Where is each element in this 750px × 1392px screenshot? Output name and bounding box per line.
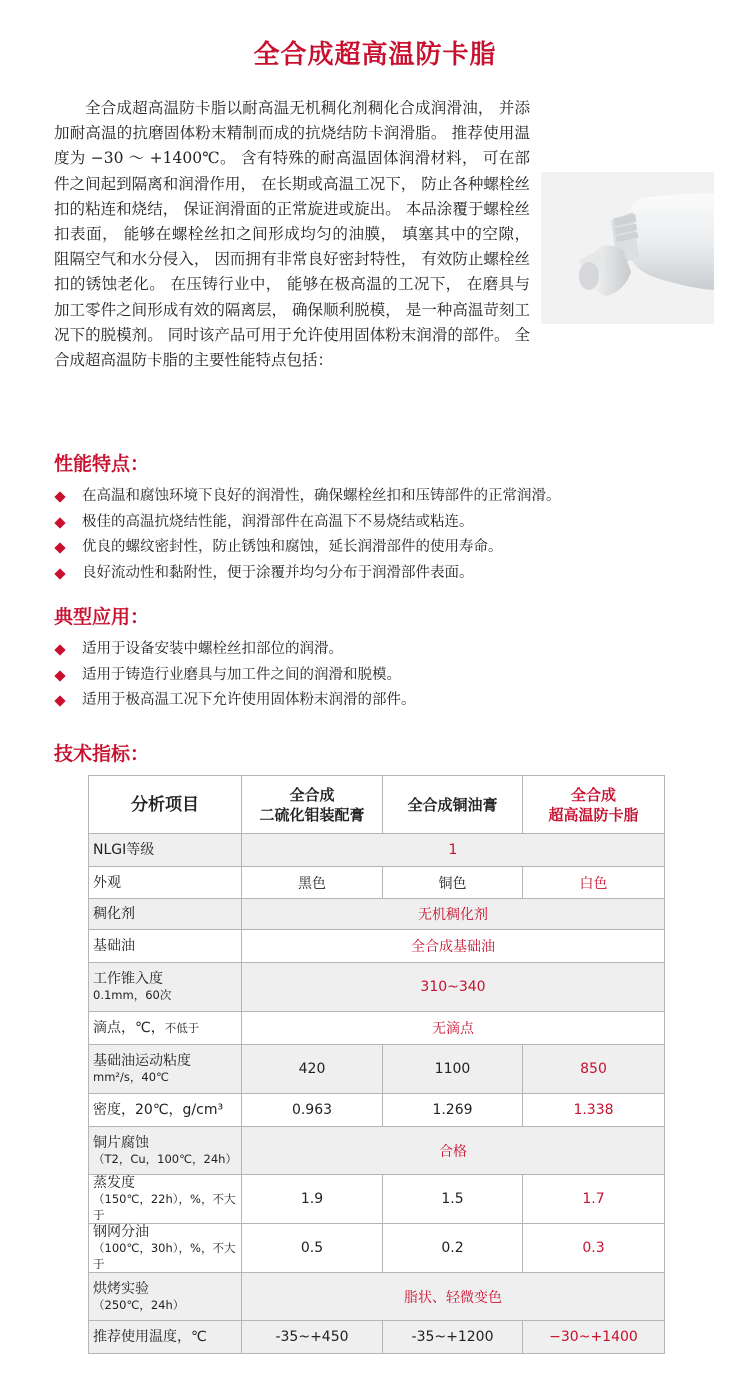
features-section-title: 性能特点： <box>54 453 150 475</box>
table-row <box>89 867 665 899</box>
product-tube-image <box>541 172 714 324</box>
page-title: 全合成超高温防卡脂 <box>253 40 497 70</box>
table-row <box>89 1045 665 1094</box>
spec-table <box>88 775 665 1354</box>
table-row <box>89 1127 665 1175</box>
table-row <box>89 930 665 963</box>
header-col3: 全合成 超高温防卡脂 <box>523 776 665 834</box>
table-row <box>89 1224 665 1273</box>
row-value: -35~+1200 <box>383 1321 523 1354</box>
applications-list <box>54 637 734 714</box>
table-header-row <box>89 776 665 834</box>
row-value: 无机稠化剂 <box>242 899 665 930</box>
row-value: 1.9 <box>242 1175 383 1224</box>
row-label: 稠化剂 <box>89 899 242 930</box>
diamond-bullet-icon <box>54 568 65 579</box>
row-value: 无滴点 <box>242 1012 665 1045</box>
table-row <box>89 963 665 1012</box>
header-item: 分析项目 <box>89 776 242 834</box>
applications-section-title: 典型应用： <box>54 606 150 628</box>
row-label: 钢网分油 （100℃，30h），%，不大于 <box>89 1224 242 1273</box>
row-value: 白色 <box>523 867 665 899</box>
row-label: 推荐使用温度，℃ <box>89 1321 242 1354</box>
row-value: 1 <box>242 834 665 867</box>
list-item: 在高温和腐蚀环境下良好的润滑性，确保螺栓丝扣和压铸部件的正常润滑。 <box>54 484 734 510</box>
row-label: 铜片腐蚀 （T2，Cu，100℃，24h） <box>89 1127 242 1175</box>
product-tube-icon <box>541 172 714 324</box>
row-value: 合格 <box>242 1127 665 1175</box>
row-value: 0.2 <box>383 1224 523 1273</box>
row-label: NLGI等级 <box>89 834 242 867</box>
list-item: 优良的螺纹密封性，防止锈蚀和腐蚀，延长润滑部件的使用寿命。 <box>54 535 734 561</box>
header-col2: 全合成铜油膏 <box>383 776 523 834</box>
table-row <box>89 834 665 867</box>
table-row <box>89 1012 665 1045</box>
list-item: 适用于极高温工况下允许使用固体粉末润滑的部件。 <box>54 688 734 714</box>
diamond-bullet-icon <box>54 491 65 502</box>
row-label: 密度，20℃，g/cm³ <box>89 1094 242 1127</box>
row-value: 310~340 <box>242 963 665 1012</box>
table-row <box>89 899 665 930</box>
row-value: 1.338 <box>523 1094 665 1127</box>
row-value: 1100 <box>383 1045 523 1094</box>
row-value: 0.5 <box>242 1224 383 1273</box>
row-value: 1.5 <box>383 1175 523 1224</box>
list-item: 适用于设备安装中螺栓丝扣部位的润滑。 <box>54 637 734 663</box>
row-label: 外观 <box>89 867 242 899</box>
table-row <box>89 1175 665 1224</box>
diamond-bullet-icon <box>54 517 65 528</box>
row-value: 1.269 <box>383 1094 523 1127</box>
list-item: 良好流动性和黏附性，便于涂覆并均匀分布于润滑部件表面。 <box>54 561 734 587</box>
row-value: 0.3 <box>523 1224 665 1273</box>
diamond-bullet-icon <box>54 542 65 553</box>
diamond-bullet-icon <box>54 670 65 681</box>
row-value: 420 <box>242 1045 383 1094</box>
table-row <box>89 1094 665 1127</box>
row-value: 脂状、轻微变色 <box>242 1273 665 1321</box>
row-value: 黑色 <box>242 867 383 899</box>
row-value: 850 <box>523 1045 665 1094</box>
list-item: 适用于铸造行业磨具与加工件之间的润滑和脱模。 <box>54 663 734 689</box>
row-value: 铜色 <box>383 867 523 899</box>
specs-section-title: 技术指标： <box>54 743 150 765</box>
row-label: 烘烤实验 （250℃，24h） <box>89 1273 242 1321</box>
table-row <box>89 1273 665 1321</box>
row-value: 全合成基础油 <box>242 930 665 963</box>
row-label: 基础油 <box>89 930 242 963</box>
diamond-bullet-icon <box>54 644 65 655</box>
list-item: 极佳的高温抗烧结性能，润滑部件在高温下不易烧结或粘连。 <box>54 510 734 536</box>
row-label: 基础油运动粘度 mm²/s，40℃ <box>89 1045 242 1094</box>
row-value: −30~+1400 <box>523 1321 665 1354</box>
row-value: -35~+450 <box>242 1321 383 1354</box>
row-value: 0.963 <box>242 1094 383 1127</box>
table-row <box>89 1321 665 1354</box>
diamond-bullet-icon <box>54 695 65 706</box>
row-label: 滴点，℃，不低于 <box>89 1012 242 1045</box>
features-list <box>54 484 734 586</box>
header-col1: 全合成 二硫化钼装配膏 <box>242 776 383 834</box>
row-value: 1.7 <box>523 1175 665 1224</box>
row-label: 工作锥入度 0.1mm，60次 <box>89 963 242 1012</box>
intro-paragraph: 全合成超高温防卡脂以耐高温无机稠化剂稠化合成润滑油， 并添加耐高温的抗磨固体粉末精制而成的抗烧结防卡润滑脂。 推荐使用温度为 −30 ～ +1400℃。 含有特殊的耐高温固体润滑材料， 可在部件之间起到隔离和润滑作用， 在长期或高温工况下， 防止各种螺栓丝扣的粘连和烧结， 保证润滑面的正常旋进或旋出。 本品涂覆于螺栓丝扣表面， 能够在螺栓丝扣之间形成均匀的油膜， 填塞其中的空隙， 阻隔空气和水分侵入， 因而拥有非常良好密封特性， 有效防止螺栓丝扣的锈蚀老化。 在压铸行业中， 能够在极高温的工况下， 在磨具与加工零件之间形成有效的隔离层， 确保顺利脱模， 是一种高温苛刻工况下的脱模剂。 同时该产品可用于允许使用固体粉末润滑的部件。 全合成超高温防卡脂的主要性能特点包括： <box>54 99 530 370</box>
row-label: 蒸发度 （150℃，22h），%，不大于 <box>89 1175 242 1224</box>
